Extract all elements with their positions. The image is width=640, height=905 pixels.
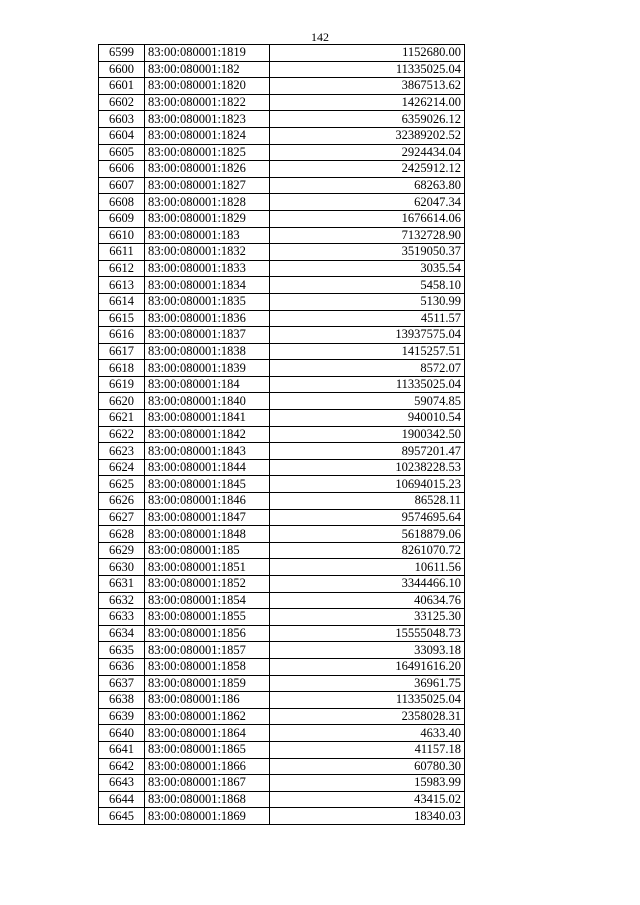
value-cell: 43415.02 <box>270 791 465 808</box>
cadastral-number-cell: 83:00:080001:183 <box>145 227 270 244</box>
row-number-cell: 6605 <box>99 144 145 161</box>
value-cell: 3867513.62 <box>270 78 465 95</box>
row-number-cell: 6623 <box>99 443 145 460</box>
cadastral-number-cell: 83:00:080001:1868 <box>145 791 270 808</box>
cadastral-number-cell: 83:00:080001:1835 <box>145 293 270 310</box>
table-row <box>99 244 465 261</box>
row-number-cell: 6642 <box>99 758 145 775</box>
cadastral-number-cell: 83:00:080001:1825 <box>145 144 270 161</box>
row-number-cell: 6622 <box>99 426 145 443</box>
value-cell: 4633.40 <box>270 725 465 742</box>
row-number-cell: 6621 <box>99 410 145 427</box>
value-cell: 5618879.06 <box>270 526 465 543</box>
value-cell: 1676614.06 <box>270 210 465 227</box>
value-cell: 59074.85 <box>270 393 465 410</box>
row-number-cell: 6607 <box>99 177 145 194</box>
table-row <box>99 526 465 543</box>
row-number-cell: 6614 <box>99 293 145 310</box>
cadastral-number-cell: 83:00:080001:1827 <box>145 177 270 194</box>
table-row <box>99 459 465 476</box>
row-number-cell: 6632 <box>99 592 145 609</box>
row-number-cell: 6639 <box>99 708 145 725</box>
row-number-cell: 6638 <box>99 692 145 709</box>
value-cell: 2358028.31 <box>270 708 465 725</box>
row-number-cell: 6608 <box>99 194 145 211</box>
table-row <box>99 791 465 808</box>
cadastral-number-cell: 83:00:080001:1832 <box>145 244 270 261</box>
table-row <box>99 327 465 344</box>
value-cell: 1415257.51 <box>270 343 465 360</box>
row-number-cell: 6613 <box>99 277 145 294</box>
value-cell: 41157.18 <box>270 741 465 758</box>
cadastral-number-cell: 83:00:080001:1845 <box>145 476 270 493</box>
row-number-cell: 6635 <box>99 642 145 659</box>
cadastral-number-cell: 83:00:080001:1826 <box>145 161 270 178</box>
table-row <box>99 144 465 161</box>
table-row <box>99 360 465 377</box>
cadastral-number-cell: 83:00:080001:1819 <box>145 45 270 62</box>
value-cell: 62047.34 <box>270 194 465 211</box>
value-cell: 11335025.04 <box>270 376 465 393</box>
row-number-cell: 6630 <box>99 559 145 576</box>
cadastral-number-cell: 83:00:080001:1840 <box>145 393 270 410</box>
cadastral-number-cell: 83:00:080001:1854 <box>145 592 270 609</box>
row-number-cell: 6616 <box>99 327 145 344</box>
table-row <box>99 741 465 758</box>
row-number-cell: 6606 <box>99 161 145 178</box>
cadastral-number-cell: 83:00:080001:1824 <box>145 127 270 144</box>
cadastral-number-cell: 83:00:080001:1864 <box>145 725 270 742</box>
row-number-cell: 6625 <box>99 476 145 493</box>
value-cell: 4511.57 <box>270 310 465 327</box>
table-row <box>99 658 465 675</box>
cadastral-number-cell: 83:00:080001:184 <box>145 376 270 393</box>
table-row <box>99 94 465 111</box>
value-cell: 3035.54 <box>270 260 465 277</box>
table-row <box>99 277 465 294</box>
table-row <box>99 725 465 742</box>
row-number-cell: 6633 <box>99 609 145 626</box>
cadastral-number-cell: 83:00:080001:1859 <box>145 675 270 692</box>
table-row <box>99 592 465 609</box>
table-row <box>99 559 465 576</box>
row-number-cell: 6602 <box>99 94 145 111</box>
cadastral-number-cell: 83:00:080001:1833 <box>145 260 270 277</box>
row-number-cell: 6624 <box>99 459 145 476</box>
table-row <box>99 227 465 244</box>
table-row <box>99 675 465 692</box>
table-row <box>99 625 465 642</box>
value-cell: 1426214.00 <box>270 94 465 111</box>
table-row <box>99 310 465 327</box>
table-row <box>99 293 465 310</box>
value-cell: 5130.99 <box>270 293 465 310</box>
cadastral-number-cell: 83:00:080001:1846 <box>145 493 270 510</box>
table-row <box>99 758 465 775</box>
table-body <box>99 45 465 825</box>
value-cell: 16491616.20 <box>270 658 465 675</box>
cadastral-number-cell: 83:00:080001:1841 <box>145 410 270 427</box>
cadastral-number-cell: 83:00:080001:1867 <box>145 775 270 792</box>
value-cell: 86528.11 <box>270 493 465 510</box>
row-number-cell: 6637 <box>99 675 145 692</box>
cadastral-number-cell: 83:00:080001:1843 <box>145 443 270 460</box>
row-number-cell: 6636 <box>99 658 145 675</box>
value-cell: 10694015.23 <box>270 476 465 493</box>
value-cell: 8572.07 <box>270 360 465 377</box>
row-number-cell: 6631 <box>99 576 145 593</box>
row-number-cell: 6634 <box>99 625 145 642</box>
value-cell: 10611.56 <box>270 559 465 576</box>
cadastral-number-cell: 83:00:080001:1869 <box>145 808 270 825</box>
value-cell: 15555048.73 <box>270 625 465 642</box>
value-cell: 3344466.10 <box>270 576 465 593</box>
table-row <box>99 194 465 211</box>
cadastral-number-cell: 83:00:080001:1839 <box>145 360 270 377</box>
row-number-cell: 6640 <box>99 725 145 742</box>
table-row <box>99 393 465 410</box>
table-row <box>99 609 465 626</box>
value-cell: 40634.76 <box>270 592 465 609</box>
row-number-cell: 6609 <box>99 210 145 227</box>
value-cell: 7132728.90 <box>270 227 465 244</box>
cadastral-number-cell: 83:00:080001:1851 <box>145 559 270 576</box>
table-row <box>99 376 465 393</box>
row-number-cell: 6645 <box>99 808 145 825</box>
table-row <box>99 642 465 659</box>
value-cell: 36961.75 <box>270 675 465 692</box>
cadastral-number-cell: 83:00:080001:1823 <box>145 111 270 128</box>
value-cell: 2425912.12 <box>270 161 465 178</box>
row-number-cell: 6619 <box>99 376 145 393</box>
value-cell: 3519050.37 <box>270 244 465 261</box>
table-row <box>99 576 465 593</box>
table-row <box>99 542 465 559</box>
table-row <box>99 260 465 277</box>
table-row <box>99 476 465 493</box>
row-number-cell: 6600 <box>99 61 145 78</box>
cadastral-number-cell: 83:00:080001:1842 <box>145 426 270 443</box>
value-cell: 5458.10 <box>270 277 465 294</box>
cadastral-number-cell: 83:00:080001:185 <box>145 542 270 559</box>
row-number-cell: 6612 <box>99 260 145 277</box>
value-cell: 15983.99 <box>270 775 465 792</box>
row-number-cell: 6627 <box>99 509 145 526</box>
row-number-cell: 6629 <box>99 542 145 559</box>
table-row <box>99 45 465 62</box>
table-row <box>99 210 465 227</box>
row-number-cell: 6617 <box>99 343 145 360</box>
value-cell: 8957201.47 <box>270 443 465 460</box>
row-number-cell: 6618 <box>99 360 145 377</box>
cadastral-number-cell: 83:00:080001:1837 <box>145 327 270 344</box>
table-row <box>99 111 465 128</box>
value-cell: 1152680.00 <box>270 45 465 62</box>
row-number-cell: 6603 <box>99 111 145 128</box>
table-row <box>99 493 465 510</box>
page-number: 142 <box>311 30 329 44</box>
value-cell: 9574695.64 <box>270 509 465 526</box>
table-row <box>99 426 465 443</box>
cadastral-number-cell: 83:00:080001:1848 <box>145 526 270 543</box>
cadastral-number-cell: 83:00:080001:1852 <box>145 576 270 593</box>
cadastral-number-cell: 83:00:080001:1829 <box>145 210 270 227</box>
cadastral-number-cell: 83:00:080001:1822 <box>145 94 270 111</box>
table-row <box>99 343 465 360</box>
cadastral-number-cell: 83:00:080001:186 <box>145 692 270 709</box>
value-cell: 6359026.12 <box>270 111 465 128</box>
value-cell: 68263.80 <box>270 177 465 194</box>
table-row <box>99 509 465 526</box>
table-row <box>99 161 465 178</box>
cadastral-number-cell: 83:00:080001:1855 <box>145 609 270 626</box>
cadastral-number-cell: 83:00:080001:1858 <box>145 658 270 675</box>
cadastral-number-cell: 83:00:080001:1862 <box>145 708 270 725</box>
table-row <box>99 78 465 95</box>
table-row <box>99 127 465 144</box>
table-row <box>99 808 465 825</box>
cadastral-number-cell: 83:00:080001:1838 <box>145 343 270 360</box>
value-cell: 18340.03 <box>270 808 465 825</box>
row-number-cell: 6644 <box>99 791 145 808</box>
table-row <box>99 410 465 427</box>
row-number-cell: 6615 <box>99 310 145 327</box>
table-row <box>99 775 465 792</box>
cadastral-number-cell: 83:00:080001:1820 <box>145 78 270 95</box>
value-cell: 10238228.53 <box>270 459 465 476</box>
row-number-cell: 6601 <box>99 78 145 95</box>
value-cell: 33125.30 <box>270 609 465 626</box>
cadastral-number-cell: 83:00:080001:1856 <box>145 625 270 642</box>
cadastral-number-cell: 83:00:080001:1844 <box>145 459 270 476</box>
cadastral-number-cell: 83:00:080001:182 <box>145 61 270 78</box>
value-cell: 11335025.04 <box>270 692 465 709</box>
value-cell: 2924434.04 <box>270 144 465 161</box>
table-row <box>99 177 465 194</box>
row-number-cell: 6610 <box>99 227 145 244</box>
value-cell: 940010.54 <box>270 410 465 427</box>
value-cell: 13937575.04 <box>270 327 465 344</box>
value-cell: 33093.18 <box>270 642 465 659</box>
table-row <box>99 443 465 460</box>
cadastral-number-cell: 83:00:080001:1836 <box>145 310 270 327</box>
row-number-cell: 6604 <box>99 127 145 144</box>
row-number-cell: 6641 <box>99 741 145 758</box>
value-cell: 60780.30 <box>270 758 465 775</box>
row-number-cell: 6628 <box>99 526 145 543</box>
cadastral-number-cell: 83:00:080001:1828 <box>145 194 270 211</box>
value-cell: 1900342.50 <box>270 426 465 443</box>
value-cell: 8261070.72 <box>270 542 465 559</box>
cadastral-number-cell: 83:00:080001:1847 <box>145 509 270 526</box>
row-number-cell: 6599 <box>99 45 145 62</box>
cadastral-number-cell: 83:00:080001:1834 <box>145 277 270 294</box>
cadastral-number-cell: 83:00:080001:1866 <box>145 758 270 775</box>
row-number-cell: 6626 <box>99 493 145 510</box>
row-number-cell: 6643 <box>99 775 145 792</box>
table-row <box>99 61 465 78</box>
value-cell: 11335025.04 <box>270 61 465 78</box>
row-number-cell: 6620 <box>99 393 145 410</box>
table-row <box>99 708 465 725</box>
cadastral-value-table <box>98 44 465 825</box>
cadastral-number-cell: 83:00:080001:1865 <box>145 741 270 758</box>
cadastral-number-cell: 83:00:080001:1857 <box>145 642 270 659</box>
row-number-cell: 6611 <box>99 244 145 261</box>
table-row <box>99 692 465 709</box>
value-cell: 32389202.52 <box>270 127 465 144</box>
